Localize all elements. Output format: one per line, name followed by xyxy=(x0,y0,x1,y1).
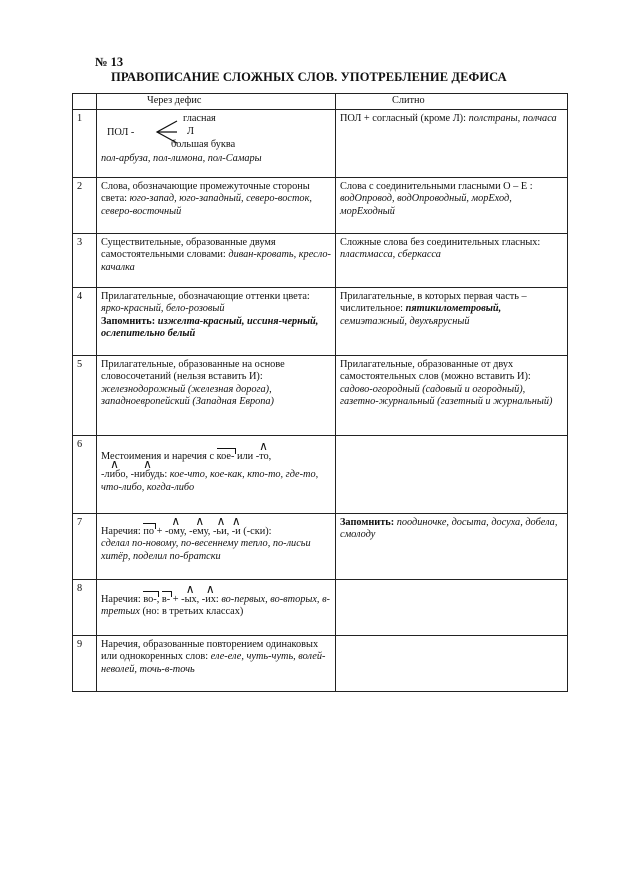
table-row xyxy=(73,355,568,435)
scheme-capital: большая буква xyxy=(171,138,236,150)
row-left-cell xyxy=(97,355,336,435)
suffix-yh: ∧ -ых, xyxy=(181,594,199,607)
bold-example: пятикилометровый, xyxy=(405,303,502,315)
table-row xyxy=(73,109,568,177)
row-number: 6 xyxy=(73,435,97,513)
examples: диван-кровать, кресло-качалка xyxy=(101,249,331,273)
rule-text: Прилагательные, в которых первая часть – числительное: xyxy=(340,290,527,315)
plus-sign: + xyxy=(170,593,182,605)
colon: : xyxy=(164,469,170,481)
examples: во-первых, во-вторых, в-третьих xyxy=(101,593,330,618)
suffix-to: ∧ -то, xyxy=(256,451,272,464)
row-left-cell xyxy=(97,287,336,355)
examples: водОпровод, водОпроводный, морЕход, морЕходный xyxy=(340,193,512,217)
row-left-cell xyxy=(97,635,336,691)
table-row xyxy=(73,579,568,635)
rule-text: Слова с соединительными гласными О – Е : xyxy=(340,180,533,192)
rule-text: Местоимения и наречия с xyxy=(101,450,217,462)
or-text: или xyxy=(234,450,256,462)
scheme-vowel: гласная xyxy=(183,112,216,124)
examples: ярко-красный, бело-розовый xyxy=(101,303,225,315)
row-number: 2 xyxy=(73,177,97,233)
examples: еле-еле, чуть-чуть, волей-неволей, точь-в-точь xyxy=(101,651,326,675)
pol-scheme xyxy=(101,113,331,153)
comma: , xyxy=(156,593,162,605)
row-left-cell xyxy=(97,109,336,177)
row-right-cell xyxy=(336,109,568,177)
suffix-ih: ∧ -их: xyxy=(202,594,219,607)
prefix-koe: кое- xyxy=(216,450,235,462)
table-row xyxy=(73,513,568,579)
table-row xyxy=(73,635,568,691)
rule-text: ПОЛ + согласный (кроме Л): xyxy=(340,112,469,124)
rule-text: Прилагательные, обозначающие оттенки цвета: xyxy=(101,290,310,302)
examples: пластмасса, сберкасса xyxy=(340,249,441,261)
row-left-cell xyxy=(97,233,336,287)
examples: полстраны, полчаса xyxy=(468,112,557,124)
rule-text: Существительные, образованные двумя самостоятельными словами: xyxy=(101,236,276,261)
row-right-cell xyxy=(336,355,568,435)
prefix-po: по xyxy=(143,525,155,537)
remember-label: Запомнить: xyxy=(340,516,397,528)
rules-table xyxy=(72,93,568,692)
row-right-cell xyxy=(336,635,568,691)
examples: семиэтажный, двухъярусный xyxy=(340,315,470,327)
table-row xyxy=(73,177,568,233)
examples: поодиночке, досыта, досуха, добела, смолоду xyxy=(340,516,558,541)
row-right-cell xyxy=(336,579,568,635)
exercise-number: № 13 xyxy=(95,55,124,69)
suffix-i: ∧ -и xyxy=(232,526,241,539)
page-title: ПРАВОПИСАНИЕ СЛОЖНЫХ СЛОВ. УПОТРЕБЛЕНИЕ ДЕФИСА xyxy=(111,70,507,84)
row-number: 4 xyxy=(73,287,97,355)
row-number: 9 xyxy=(73,635,97,691)
prefix-vo: во- xyxy=(143,593,157,605)
suffix-omu: ∧ -ому, xyxy=(165,526,187,539)
rule-text: Наречия: xyxy=(101,525,144,537)
suffix-yi: ∧ -ьи, xyxy=(213,526,229,539)
table-row xyxy=(73,287,568,355)
row-left-cell xyxy=(97,435,336,513)
scheme-letter-l: Л xyxy=(187,125,194,137)
remember-label: Запомнить: xyxy=(101,315,158,327)
row-number: 3 xyxy=(73,233,97,287)
prefix-v: в- xyxy=(161,593,171,605)
rule-text: Сложные слова без соединительных гласных: xyxy=(340,236,541,248)
row-left-cell xyxy=(97,177,336,233)
examples: юго-запад, юго-западный, северо-восток, северо-восточный xyxy=(101,193,312,217)
header-together: Слитно xyxy=(336,94,568,110)
examples: сделал по-новому, по-весеннему тепло, по-лисьи хитёр, поделил по-братски xyxy=(101,538,311,562)
row-number: 8 xyxy=(73,579,97,635)
table-row xyxy=(73,435,568,513)
row-right-cell xyxy=(336,435,568,513)
examples: садово-огородный (садовый и огородный), газетно-журнальный (газетный и журнальный) xyxy=(340,383,553,408)
rule-text: Наречия: xyxy=(101,593,144,605)
table-header-row xyxy=(73,94,568,110)
row-left-cell xyxy=(97,579,336,635)
suffix-nibud: ∧ -нибудь xyxy=(131,469,165,482)
rule-text: Слова, обозначающие промежуточные стороны света: xyxy=(101,180,310,205)
row-left-cell xyxy=(97,513,336,579)
row-number: 7 xyxy=(73,513,97,579)
plus-sign: + xyxy=(154,525,165,537)
row-right-cell xyxy=(336,233,568,287)
pol-label: ПОЛ - xyxy=(107,126,135,138)
suffix-ski: (-ски): xyxy=(240,525,272,537)
rule-text: Прилагательные, образованные на основе словосочетаний (нельзя вставить И): xyxy=(101,358,285,383)
header-hyphen: Через дефис xyxy=(97,94,336,110)
rule-text: Прилагательные, образованные от двух самостоятельных слов (можно вставить И): xyxy=(340,358,531,383)
row-right-cell xyxy=(336,287,568,355)
remember-text: изжелта-красный, иссиня-черный, ослепительно белый xyxy=(101,315,319,340)
table-row xyxy=(73,233,568,287)
suffix-libo: ∧ -либо, xyxy=(101,469,128,482)
row-number: 5 xyxy=(73,355,97,435)
suffix-emu: ∧ -ему, xyxy=(189,526,210,539)
row-right-cell xyxy=(336,177,568,233)
examples: железнодорожный (железная дорога), западноевропейский (Западная Европа) xyxy=(101,383,274,408)
note: (но: в третьих классах) xyxy=(139,606,244,618)
header-number xyxy=(73,94,97,110)
row-number: 1 xyxy=(73,109,97,177)
rule-text: Наречия, образованные повторением одинаковых или однокоренных слов: xyxy=(101,638,319,663)
examples: пол-арбуза, пол-лимона, пол-Самары xyxy=(101,152,262,164)
row-right-cell xyxy=(336,513,568,579)
examples: кое-что, кое-как, кто-то, где-то, что-либо, когда-либо xyxy=(101,469,319,493)
